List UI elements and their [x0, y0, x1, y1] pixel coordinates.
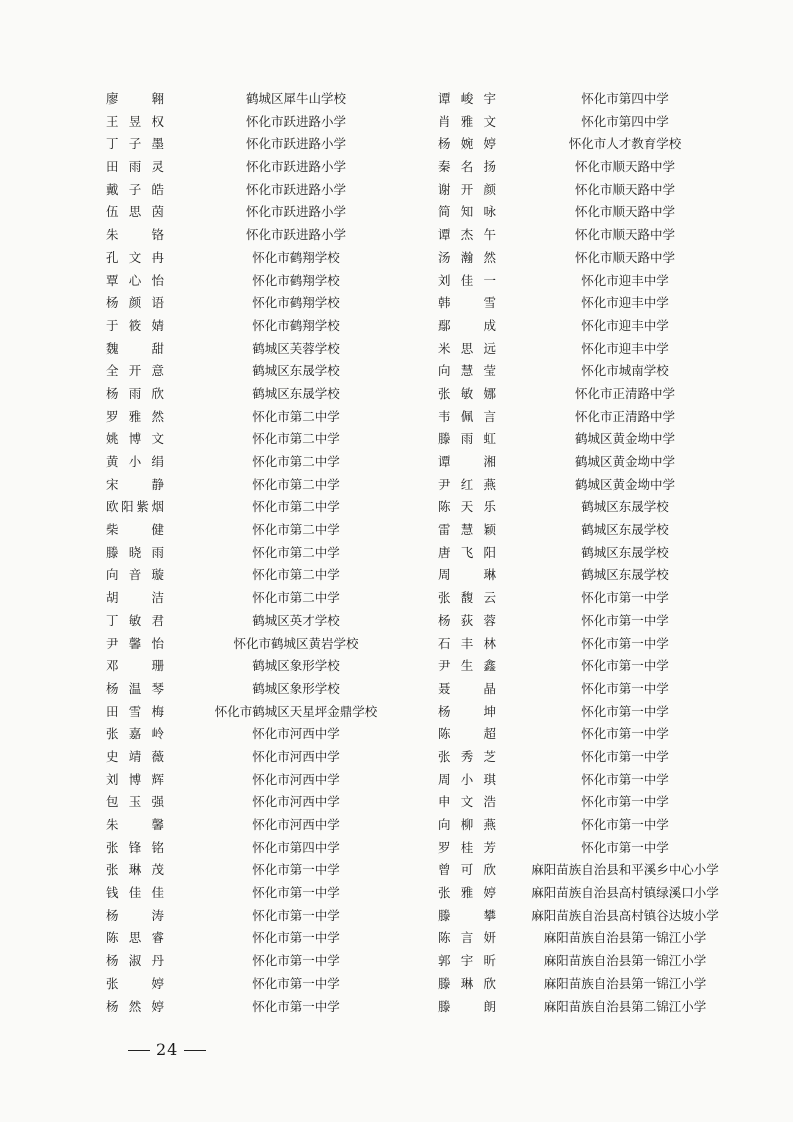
school-name: 怀化市鹤翔学校	[252, 249, 340, 265]
school-name: 鹤城区芙蓉学校	[252, 340, 340, 356]
person-name: 鄢成	[438, 317, 496, 333]
list-item	[96, 88, 416, 111]
person-name: 滕晓雨	[106, 544, 164, 560]
school-name: 鹤城区黄金坳中学	[574, 476, 675, 492]
list-item	[96, 179, 416, 202]
list-item	[96, 996, 416, 1019]
person-name: 钱佳佳	[106, 885, 164, 901]
page-number-text: 24	[156, 1040, 179, 1059]
person-name: 于筱婧	[106, 317, 164, 333]
list-item	[420, 292, 750, 315]
school-name: 怀化市跃进路小学	[245, 181, 346, 197]
school-name: 鹤城区东晟学校	[581, 522, 669, 538]
person-name: 刘博辉	[106, 771, 164, 787]
list-item	[96, 859, 416, 882]
school-name: 怀化市顺天路中学	[574, 249, 675, 265]
list-item	[420, 338, 750, 361]
list-item	[420, 701, 750, 724]
person-name: 陈思睿	[106, 930, 164, 946]
person-name: 谭峻宇	[438, 91, 496, 106]
school-name: 怀化市第二中学	[252, 522, 340, 538]
person-name: 罗桂芳	[438, 839, 496, 855]
person-name: 杨颜语	[106, 295, 164, 311]
list-item	[420, 406, 750, 429]
school-name: 怀化市第一中学	[581, 680, 669, 696]
person-name: 向音璇	[106, 567, 164, 583]
list-item	[96, 610, 416, 633]
person-name: 王昱权	[106, 113, 164, 129]
list-item	[96, 201, 416, 224]
school-name: 怀化市第一中学	[252, 930, 340, 946]
person-name: 郭宇昕	[438, 953, 496, 969]
school-name: 怀化市第一中学	[581, 817, 669, 832]
list-item	[96, 315, 416, 338]
list-item	[96, 133, 416, 156]
school-name: 鹤城区东晟学校	[581, 567, 669, 583]
list-item	[96, 905, 416, 928]
list-item	[96, 474, 416, 497]
person-name: 欧阳紫烟	[106, 499, 164, 515]
person-name: 张嘉岭	[106, 726, 164, 742]
person-name: 廖翱	[106, 91, 164, 106]
person-name: 田雨灵	[106, 159, 164, 175]
person-name: 史靖薇	[106, 748, 164, 764]
school-name: 怀化市迎丰中学	[581, 340, 669, 356]
person-name: 杨然婷	[106, 998, 164, 1014]
list-item	[96, 383, 416, 406]
school-name: 怀化市城南学校	[581, 363, 669, 379]
person-name: 丁子墨	[106, 136, 164, 152]
list-item	[420, 905, 750, 928]
school-name: 怀化市第四中学	[581, 113, 669, 129]
list-item	[420, 315, 750, 338]
person-name: 张琳茂	[106, 862, 164, 878]
list-item	[96, 814, 416, 837]
person-name: 汤瀚然	[438, 249, 496, 265]
person-name: 包玉强	[106, 794, 164, 810]
list-item	[96, 542, 416, 565]
list-item	[420, 859, 750, 882]
person-name: 谭湘	[438, 454, 496, 469]
person-name: 张秀芝	[438, 748, 496, 764]
person-name: 申文浩	[438, 794, 496, 810]
list-item	[96, 406, 416, 429]
school-name: 怀化市第一中学	[581, 839, 669, 855]
list-item	[96, 564, 416, 587]
school-name: 怀化市鹤城区天星坪金鼎学校	[214, 703, 378, 719]
list-item	[96, 950, 416, 973]
person-name: 魏甜	[106, 340, 164, 356]
list-item	[420, 496, 750, 519]
person-name: 黄小绢	[106, 454, 164, 469]
person-name: 向柳燕	[438, 817, 496, 832]
list-item	[96, 111, 416, 134]
person-name: 滕琳欣	[438, 975, 496, 991]
list-item	[420, 179, 750, 202]
school-name: 怀化市人才教育学校	[568, 136, 682, 152]
list-item	[420, 133, 750, 156]
list-item	[96, 247, 416, 270]
school-name: 怀化市跃进路小学	[245, 204, 346, 220]
school-name: 鹤城区英才学校	[252, 612, 340, 628]
list-item	[96, 973, 416, 996]
school-name: 麻阳苗族自治县高村镇谷达坡小学	[531, 907, 719, 923]
list-item	[420, 610, 750, 633]
list-item	[420, 156, 750, 179]
school-name: 怀化市第一中学	[581, 658, 669, 674]
person-name: 覃心怡	[106, 272, 164, 288]
list-item	[96, 633, 416, 656]
person-name: 孔文冉	[106, 249, 164, 265]
school-name: 鹤城区东晟学校	[252, 363, 340, 379]
person-name: 张锋铭	[106, 839, 164, 855]
list-item	[96, 519, 416, 542]
person-name: 韩雪	[438, 295, 496, 311]
person-name: 刘佳一	[438, 272, 496, 288]
school-name: 怀化市河西中学	[252, 817, 340, 832]
list-item	[96, 360, 416, 383]
person-name: 谢开颜	[438, 181, 496, 197]
list-item	[420, 360, 750, 383]
list-item	[420, 950, 750, 973]
list-item	[96, 678, 416, 701]
person-name: 杨坤	[438, 703, 496, 719]
person-name: 周琳	[438, 567, 496, 583]
person-name: 罗雅然	[106, 408, 164, 424]
school-name: 怀化市第四中学	[252, 839, 340, 855]
person-name: 秦名扬	[438, 159, 496, 175]
school-name: 怀化市第一中学	[252, 998, 340, 1014]
person-name: 曾可欣	[438, 862, 496, 878]
list-item	[96, 224, 416, 247]
person-name: 田雪梅	[106, 703, 164, 719]
list-item	[420, 519, 750, 542]
person-name: 尹红燕	[438, 476, 496, 492]
school-name: 鹤城区黄金坳中学	[574, 454, 675, 469]
school-name: 怀化市第一中学	[252, 885, 340, 901]
person-name: 滕雨虹	[438, 431, 496, 447]
list-item	[96, 496, 416, 519]
list-item	[420, 746, 750, 769]
school-name: 怀化市迎丰中学	[581, 295, 669, 311]
person-name: 朱馨	[106, 817, 164, 832]
list-item	[96, 837, 416, 860]
person-name: 胡洁	[106, 590, 164, 606]
list-item	[96, 156, 416, 179]
list-item	[420, 270, 750, 293]
person-name: 张雅婷	[438, 885, 496, 901]
school-name: 怀化市第一中学	[581, 590, 669, 606]
school-name: 怀化市正清路中学	[574, 385, 675, 401]
person-name: 杨婉婷	[438, 136, 496, 152]
school-name: 怀化市第一中学	[581, 794, 669, 810]
school-name: 怀化市第一中学	[252, 862, 340, 878]
person-name: 邓珊	[106, 658, 164, 674]
school-name: 怀化市第二中学	[252, 590, 340, 606]
person-name: 石丰林	[438, 635, 496, 651]
person-name: 杨涛	[106, 907, 164, 923]
list-item	[96, 655, 416, 678]
person-name: 杨淑丹	[106, 953, 164, 969]
left-name-list	[96, 88, 416, 1018]
school-name: 怀化市第二中学	[252, 454, 340, 469]
school-name: 怀化市跃进路小学	[245, 227, 346, 243]
list-item	[420, 837, 750, 860]
list-item	[420, 791, 750, 814]
list-item	[96, 338, 416, 361]
dash-right-decoration	[184, 1050, 206, 1051]
list-item	[420, 678, 750, 701]
person-name: 唐飞阳	[438, 544, 496, 560]
list-item	[96, 927, 416, 950]
school-name: 怀化市迎丰中学	[581, 317, 669, 333]
school-name: 怀化市顺天路中学	[574, 181, 675, 197]
person-name: 杨雨欣	[106, 385, 164, 401]
right-name-list	[420, 88, 750, 1018]
list-item	[420, 224, 750, 247]
list-item	[420, 927, 750, 950]
person-name: 向慧莹	[438, 363, 496, 379]
school-name: 鹤城区东晟学校	[252, 385, 340, 401]
person-name: 杨荻蓉	[438, 612, 496, 628]
list-item	[420, 88, 750, 111]
school-name: 麻阳苗族自治县第一锦江小学	[543, 930, 707, 946]
list-item	[420, 769, 750, 792]
person-name: 尹馨怡	[106, 635, 164, 651]
person-name: 米思远	[438, 340, 496, 356]
person-name: 张婷	[106, 975, 164, 991]
list-item	[96, 292, 416, 315]
school-name: 麻阳苗族自治县第一锦江小学	[543, 953, 707, 969]
school-name: 怀化市第一中学	[252, 975, 340, 991]
school-name: 鹤城区象形学校	[252, 680, 340, 696]
list-item	[96, 587, 416, 610]
person-name: 陈超	[438, 726, 496, 742]
school-name: 怀化市鹤翔学校	[252, 272, 340, 288]
person-name: 戴子皓	[106, 181, 164, 197]
person-name: 周小琪	[438, 771, 496, 787]
list-item	[420, 201, 750, 224]
list-item	[420, 973, 750, 996]
school-name: 怀化市迎丰中学	[581, 272, 669, 288]
list-item	[420, 723, 750, 746]
school-name: 怀化市跃进路小学	[245, 136, 346, 152]
person-name: 雷慧颖	[438, 522, 496, 538]
school-name: 怀化市鹤翔学校	[252, 317, 340, 333]
school-name: 怀化市第一中学	[581, 703, 669, 719]
person-name: 柴健	[106, 522, 164, 538]
list-item	[96, 428, 416, 451]
school-name: 怀化市第一中学	[252, 907, 340, 923]
list-item	[420, 451, 750, 474]
school-name: 怀化市第一中学	[581, 771, 669, 787]
school-name: 怀化市第一中学	[581, 612, 669, 628]
list-item	[96, 701, 416, 724]
person-name: 聂晶	[438, 680, 496, 696]
person-name: 全开意	[106, 363, 164, 379]
school-name: 怀化市鹤翔学校	[252, 295, 340, 311]
school-name: 怀化市河西中学	[252, 794, 340, 810]
school-name: 麻阳苗族自治县高村镇绿溪口小学	[531, 885, 719, 901]
school-name: 怀化市第四中学	[581, 91, 669, 106]
school-name: 麻阳苗族自治县第二锦江小学	[543, 998, 707, 1014]
list-item	[420, 633, 750, 656]
person-name: 陈天乐	[438, 499, 496, 515]
list-item	[420, 542, 750, 565]
school-name: 鹤城区黄金坳中学	[574, 431, 675, 447]
person-name: 陈言妍	[438, 930, 496, 946]
list-item	[420, 814, 750, 837]
person-name: 杨温琴	[106, 680, 164, 696]
school-name: 怀化市第一中学	[252, 953, 340, 969]
list-item	[96, 791, 416, 814]
person-name: 丁敏君	[106, 612, 164, 628]
person-name: 伍思茵	[106, 204, 164, 220]
list-item	[96, 746, 416, 769]
school-name: 怀化市第二中学	[252, 499, 340, 515]
school-name: 怀化市第二中学	[252, 476, 340, 492]
school-name: 怀化市第二中学	[252, 408, 340, 424]
list-item	[420, 996, 750, 1019]
list-item	[420, 111, 750, 134]
list-item	[420, 383, 750, 406]
school-name: 怀化市河西中学	[252, 771, 340, 787]
school-name: 鹤城区东晟学校	[581, 499, 669, 515]
list-item	[96, 723, 416, 746]
list-item	[420, 655, 750, 678]
person-name: 滕朗	[438, 998, 496, 1014]
person-name: 张敏娜	[438, 385, 496, 401]
list-item	[96, 270, 416, 293]
list-item	[420, 474, 750, 497]
school-name: 鹤城区犀牛山学校	[245, 91, 346, 106]
school-name: 怀化市正清路中学	[574, 408, 675, 424]
page-number	[122, 1040, 212, 1059]
school-name: 鹤城区东晟学校	[581, 544, 669, 560]
list-item	[96, 882, 416, 905]
school-name: 怀化市第二中学	[252, 544, 340, 560]
list-item	[96, 451, 416, 474]
person-name: 宋静	[106, 476, 164, 492]
school-name: 麻阳苗族自治县第一锦江小学	[543, 975, 707, 991]
school-name: 怀化市河西中学	[252, 726, 340, 742]
list-item	[420, 587, 750, 610]
person-name: 韦佩言	[438, 408, 496, 424]
list-item	[420, 428, 750, 451]
school-name: 怀化市顺天路中学	[574, 204, 675, 220]
person-name: 肖雅文	[438, 113, 496, 129]
school-name: 怀化市顺天路中学	[574, 159, 675, 175]
school-name: 怀化市跃进路小学	[245, 159, 346, 175]
school-name: 怀化市第一中学	[581, 726, 669, 742]
list-item	[420, 247, 750, 270]
person-name: 朱铬	[106, 227, 164, 243]
list-item	[96, 769, 416, 792]
school-name: 怀化市第一中学	[581, 748, 669, 764]
person-name: 张馥云	[438, 590, 496, 606]
person-name: 简知咏	[438, 204, 496, 220]
school-name: 怀化市第二中学	[252, 567, 340, 583]
person-name: 滕攀	[438, 907, 496, 923]
person-name: 谭杰午	[438, 227, 496, 243]
dash-left-decoration	[128, 1050, 150, 1051]
school-name: 怀化市跃进路小学	[245, 113, 346, 129]
list-item	[420, 882, 750, 905]
school-name: 怀化市顺天路中学	[574, 227, 675, 243]
person-name: 姚博文	[106, 431, 164, 447]
school-name: 怀化市第一中学	[581, 635, 669, 651]
school-name: 麻阳苗族自治县和平溪乡中心小学	[531, 862, 719, 878]
school-name: 怀化市第二中学	[252, 431, 340, 447]
list-item	[420, 564, 750, 587]
school-name: 鹤城区象形学校	[252, 658, 340, 674]
school-name: 怀化市河西中学	[252, 748, 340, 764]
person-name: 尹生鑫	[438, 658, 496, 674]
school-name: 怀化市鹤城区黄岩学校	[233, 635, 359, 651]
